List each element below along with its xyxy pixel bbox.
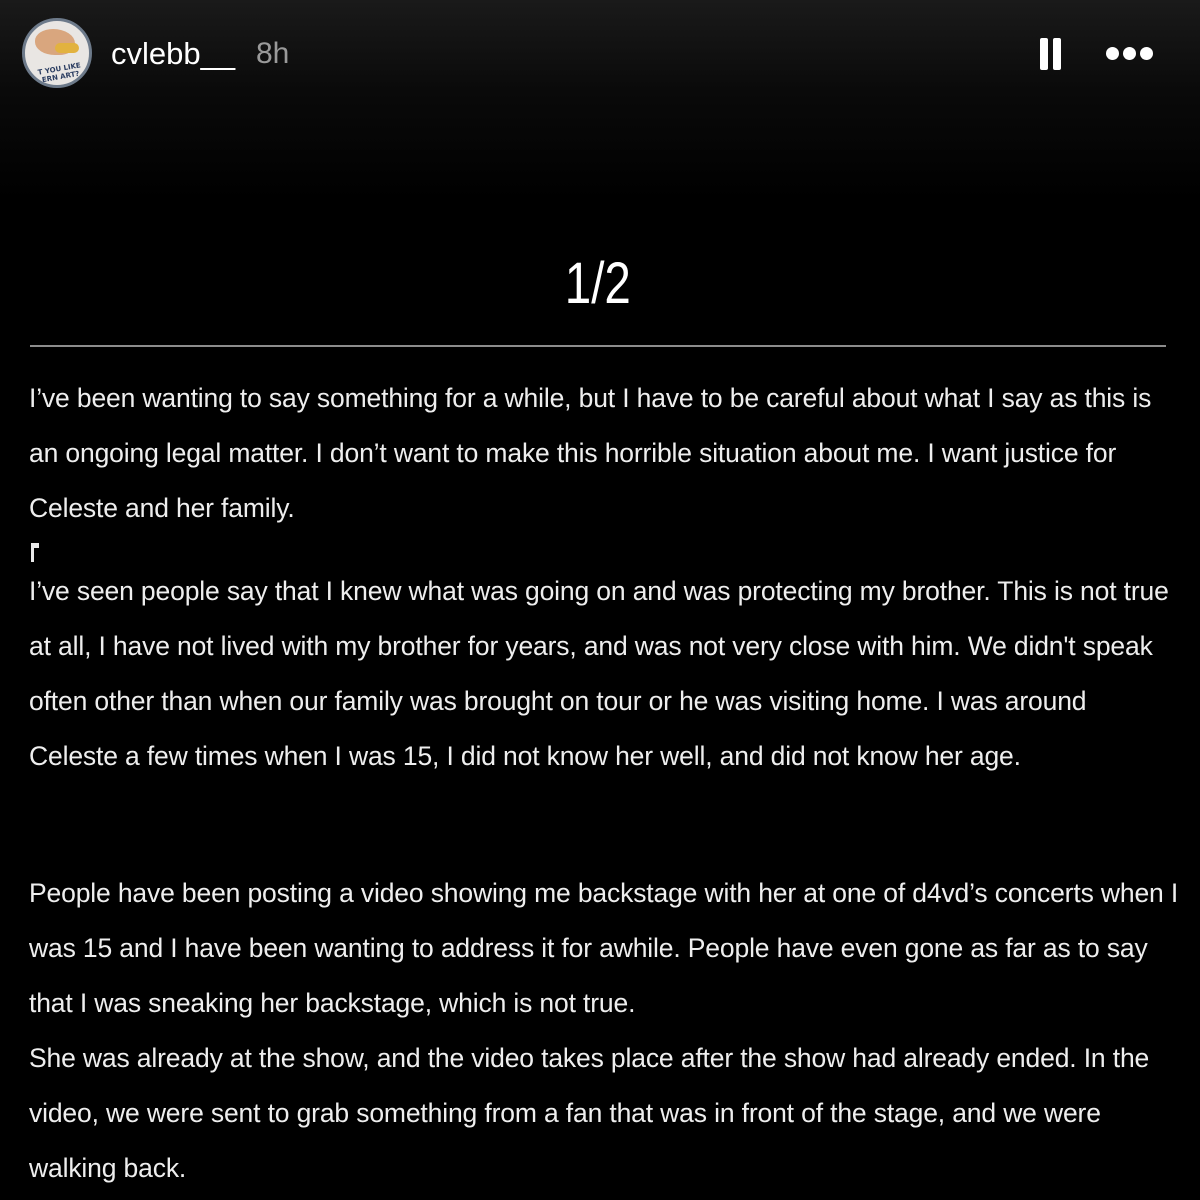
more-options-button[interactable] (1100, 40, 1158, 68)
pause-icon (1040, 38, 1048, 70)
more-horizontal-icon (1106, 47, 1119, 60)
statement-paragraph: She was already at the show, and the video takes place after the show had already ended. In the video, we were sent to grab something from a fan that was in front of the stage, and we were walking back. (29, 1043, 1150, 1183)
pause-button[interactable] (1034, 36, 1064, 72)
divider (30, 345, 1166, 347)
text-cursor-mark (31, 543, 34, 562)
post-timestamp: 8h (256, 37, 290, 70)
avatar[interactable] (22, 18, 92, 88)
statement-paragraph: I’ve seen people say that I knew what was going on and was protecting my brother. This is not true at all, I have not lived with my brother for years, and was not very close with him. We didn't speak often other than when our family was brought on tour or he was visiting home. I was around Celeste a few times when I was 15, I did not know her well, and did not know her age. (29, 576, 1169, 771)
statement-paragraph: I’ve been wanting to say something for a while, but I have to be careful about what I say as this is an ongoing legal matter. I don’t want to make this horrible situation about me. I want justice for Celeste and her family. (29, 383, 1152, 523)
story-header (0, 0, 1200, 110)
statement-paragraph: People have been posting a video showing me backstage with her at one of d4vd’s concerts when I was 15 and I have been wanting to address it for awhile. People have even gone as far as to say that I was sneaking her backstage, which is not true. (29, 878, 1179, 1018)
username[interactable]: cvlebb__ (111, 36, 236, 71)
avatar-shirt-text: T YOU LIKE ERN ART? (37, 61, 82, 85)
more-icon-dot (1123, 47, 1136, 60)
page-indicator: 1/2 (564, 251, 631, 316)
pause-icon-bar (1053, 38, 1061, 70)
avatar-food (55, 43, 79, 53)
more-icon-dot (1140, 47, 1153, 60)
